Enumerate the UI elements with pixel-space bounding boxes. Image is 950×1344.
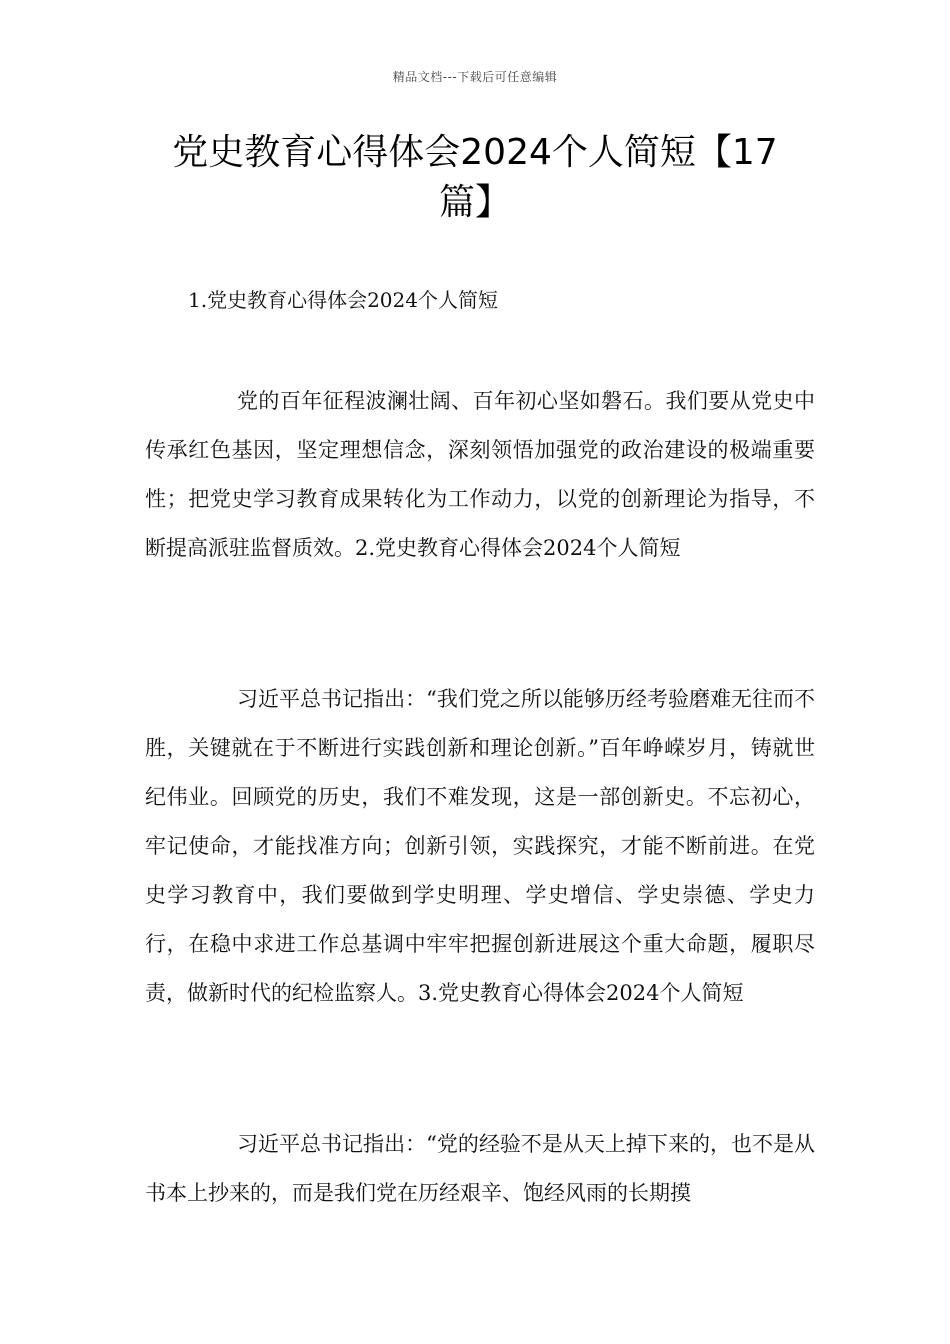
paragraph: 党的百年征程波澜壮阔、百年初心坚如磐石。我们要从党史中传承红色基因，坚定理想信念，深刻领悟加强党的政治建设的极端重要性；把党史学习教育成果转化为工作动力，以党的创新理论为指导，不断提高派驻监督质效。2.党史教育心得体会2024个人简短 xyxy=(145,389,815,560)
paragraph: 习近平总书记指出：“党的经验不是从天上掉下来的，也不是从书本上抄来的，而是我们党在历经艰辛、饱经风雨的长期摸 xyxy=(145,1132,815,1205)
paragraph: 习近平总书记指出：“我们党之所以能够历经考验磨难无往而不胜，关键就在于不断进行实践创新和理论创新。”百年峥嵘岁月，铸就世纪伟业。回顾党的历史，我们不难发现，这是一部创新史。不忘初心，牢记使命，才能找准方向；创新引领，实践探究，才能不断前进。在党史学习教育中，我们要做到学史明理、学史增信、学史崇德、学史力行，在稳中求进工作总基调中牢牢把握创新进展这个重大命题，履职尽责，做新时代的纪检监察人。3.党史教育心得体会2024个人简短 xyxy=(145,687,815,1005)
document-title: 党史教育心得体会2024个人简短【17篇】 xyxy=(172,132,778,223)
header-note: 精品文档---下载后可任意编辑 xyxy=(392,70,558,84)
section-heading: 1.党史教育心得体会2024个人简短 xyxy=(188,288,498,312)
